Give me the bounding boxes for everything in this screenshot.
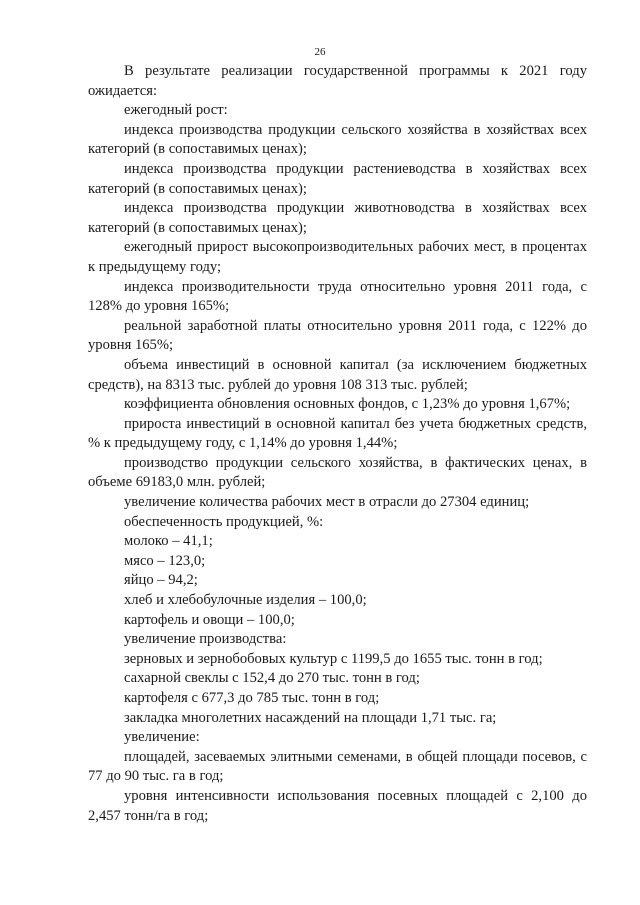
paragraph-production-increase: увеличение производства:	[124, 631, 287, 648]
paragraph-elite-seeds: площадей, засеваемых элитными семенами, в общей площади посевов, с 77 до 90 тыс. га в год;	[88, 748, 587, 785]
paragraph-perennial-plantings: закладка многолетних насаждений на площади 1,71 тыс. га;	[124, 709, 497, 726]
list-item-milk: молоко – 41,1;	[124, 533, 213, 550]
page-number: 26	[314, 46, 326, 58]
list-item-meat: мясо – 123,0;	[124, 552, 206, 569]
paragraph-productivity: индекса производительности труда относительно уровня 2011 года, с 128% до уровня 165%;	[88, 278, 587, 315]
paragraph-production-value: производство продукции сельского хозяйства, в фактических ценах, в объеме 69183,0 млн. рублей;	[88, 454, 587, 491]
paragraph-annual-growth: ежегодный рост:	[124, 102, 228, 119]
paragraph-livestock-index: индекса производства продукции животноводства в хозяйствах всех категорий (в сопоставимых ценах);	[88, 200, 587, 236]
paragraph-investment: объема инвестиций в основной капитал (за исключением бюджетных средств), на 8313 тыс. рублей до уровня 108 313 тыс. рублей;	[88, 356, 587, 393]
paragraph-jobs-growth: ежегодный прирост высокопроизводительных рабочих мест, в процентах к предыдущему году;	[88, 239, 587, 275]
document-body	[88, 62, 587, 826]
paragraph-agri-index: индекса производства продукции сельского хозяйства в хозяйствах всех категорий (в сопоставимых ценах);	[88, 121, 587, 158]
paragraph-increase: увеличение:	[124, 729, 200, 746]
list-item-eggs: яйцо – 94,2;	[124, 572, 198, 589]
list-item-sugar-beet: сахарной свеклы с 152,4 до 270 тыс. тонн в год;	[124, 670, 420, 687]
paragraph-jobs-count: увеличение количества рабочих мест в отрасли до 27304 единиц;	[124, 494, 530, 511]
paragraph-investment-growth: прироста инвестиций в основной капитал без учета бюджетных средств, % к предыдущему году, с 1,14% до уровня 1,44%;	[88, 415, 587, 452]
list-item-potatoes: картофеля с 677,3 до 785 тыс. тонн в год;	[124, 690, 380, 706]
paragraph-renewal: коэффициента обновления основных фондов, с 1,23% до уровня 1,67%;	[124, 396, 571, 413]
list-item-grain: зерновых и зернобобовых культур с 1199,5 до 1655 тыс. тонн в год;	[124, 650, 543, 667]
paragraph-supply: обеспеченность продукцией, %:	[124, 513, 324, 530]
paragraph-intro: В результате реализации государственной программы к 2021 году ожидается:	[88, 63, 587, 99]
list-item-bread: хлеб и хлебобулочные изделия – 100,0;	[124, 592, 367, 609]
paragraph-wages: реальной заработной платы относительно уровня 2011 года, с 122% до уровня 165%;	[88, 317, 587, 354]
paragraph-land-intensity: уровня интенсивности использования посевных площадей с 2,100 до 2,457 тонн/га в год;	[88, 787, 587, 824]
paragraph-crop-index: индекса производства продукции растениеводства в хозяйствах всех категорий (в сопоставимых ценах);	[88, 160, 587, 197]
list-item-potatoes-vegetables: картофель и овощи – 100,0;	[124, 611, 295, 628]
